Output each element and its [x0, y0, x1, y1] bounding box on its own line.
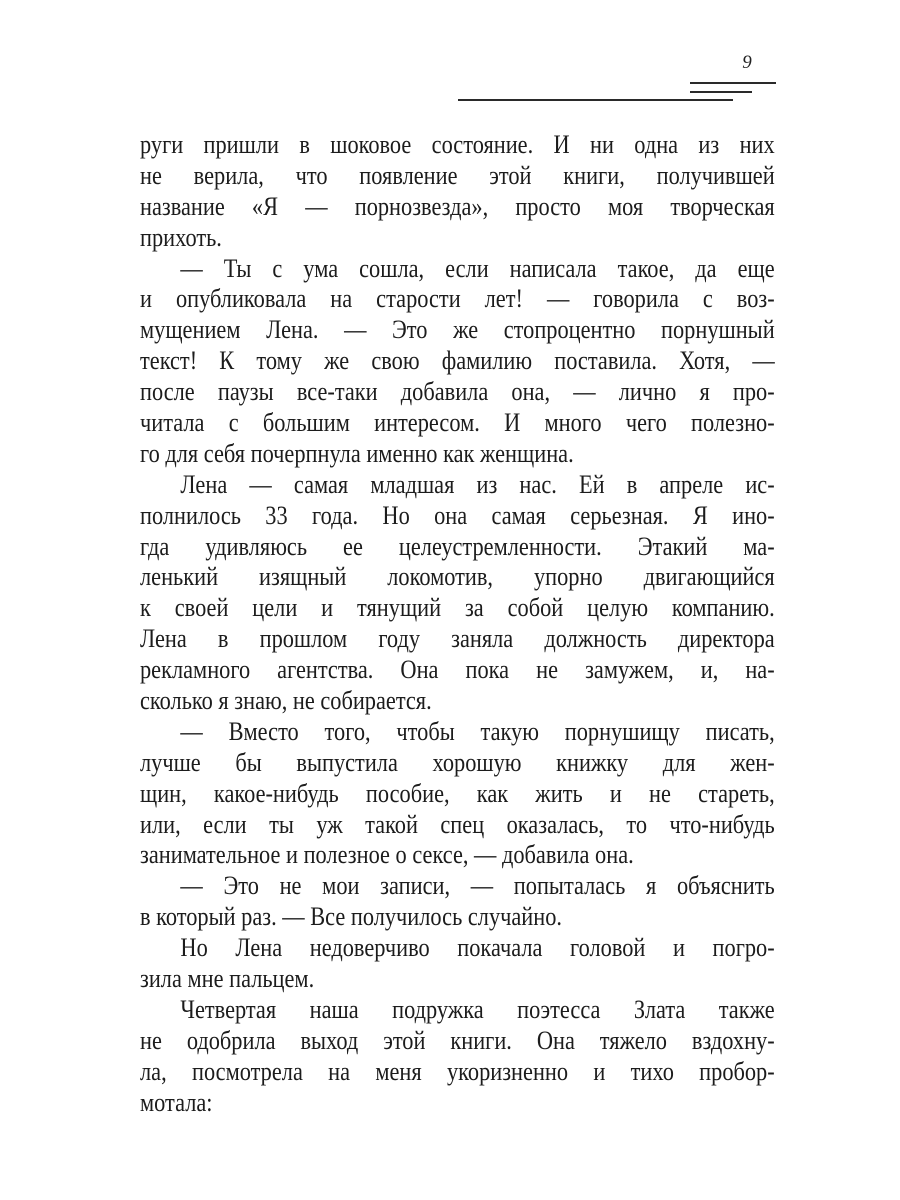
text-line	[140, 223, 775, 254]
text-line-content: занимательное и полезное о сексе, — добавила она.	[140, 840, 634, 870]
body-text	[140, 130, 775, 1119]
text-line-content: ленький изящный локомотив, упорно двигающийся	[140, 562, 775, 592]
text-line	[140, 624, 775, 655]
text-line-content: руги пришли в шоковое состояние. И ни одна из них	[140, 130, 775, 159]
text-line-content: — Вместо того, чтобы такую порнушищу писать,	[180, 716, 775, 746]
text-line-content: Четвертая наша подружка поэтесса Злата также	[180, 994, 775, 1024]
text-line	[140, 439, 775, 470]
page-number: 9	[742, 52, 752, 73]
text-line	[140, 377, 775, 408]
paragraph	[140, 995, 775, 1119]
text-line-content: — Это не мои записи, — попыталась я объяснить	[180, 871, 775, 901]
text-line-content: Но Лена недоверчиво покачала головой и погро-	[180, 933, 775, 963]
text-line-content: не одобрила выход этой книги. Она тяжело вздохну-	[140, 1025, 775, 1055]
text-line	[140, 532, 775, 563]
text-line-content: и опубликовала на старости лет! — говорила с воз-	[140, 284, 775, 314]
header-rule-long	[458, 99, 733, 101]
text-line	[140, 1057, 775, 1088]
text-line	[140, 192, 775, 223]
text-line	[140, 562, 775, 593]
text-line-content: не верила, что появление этой книги, получившей	[140, 160, 775, 190]
text-line	[140, 1026, 775, 1057]
text-line	[140, 284, 775, 315]
text-line	[140, 779, 775, 810]
text-line-content: сколько я знаю, не собирается.	[140, 686, 432, 716]
text-line	[140, 655, 775, 686]
text-line-content: полнилось 33 года. Но она самая серьезная. Я ино-	[140, 500, 775, 530]
text-line	[140, 593, 775, 624]
text-line-content: лучше бы выпустила хорошую книжку для жен-	[140, 747, 775, 777]
text-line	[140, 717, 775, 748]
text-line-content: мотала:	[140, 1087, 213, 1117]
paragraph	[140, 717, 775, 871]
text-line	[140, 254, 775, 285]
text-line-content: щин, какое-нибудь пособие, как жить и не стареть,	[140, 778, 775, 808]
text-line	[140, 130, 775, 161]
text-line-content: мущением Лена. — Это же стопроцентно порнушный	[140, 315, 775, 345]
text-line	[140, 871, 775, 902]
text-line	[140, 1088, 775, 1119]
text-line-content: текст! К тому же свою фамилию поставила. Хотя, —	[140, 346, 775, 376]
text-line-content: название «Я — порнозвезда», просто моя творческая	[140, 191, 775, 221]
text-line-content: зила мне пальцем.	[140, 964, 315, 994]
text-line	[140, 748, 775, 779]
text-line	[140, 840, 775, 871]
text-line	[140, 686, 775, 717]
text-line-content: рекламного агентства. Она пока не замужем, и, на-	[140, 655, 775, 685]
text-line	[140, 501, 775, 532]
text-line	[140, 470, 775, 501]
text-line	[140, 933, 775, 964]
header-rule-top	[690, 82, 776, 84]
text-line-content: Лена в прошлом году заняла должность директора	[140, 624, 775, 654]
text-line	[140, 995, 775, 1026]
text-line-content: Лена — самая младшая из нас. Ей в апреле ис-	[180, 469, 775, 499]
text-line-content: в который раз. — Все получилось случайно.	[140, 902, 563, 932]
header-rule-middle	[690, 91, 752, 93]
text-line-content: — Ты с ума сошла, если написала такое, да еще	[180, 253, 775, 283]
text-line-content: к своей цели и тянущий за собой целую компанию.	[140, 593, 775, 623]
text-line-content: гда удивляюсь ее целеустремленности. Этакий ма-	[140, 531, 775, 561]
text-line-content: читала с большим интересом. И много чего полезно-	[140, 408, 775, 438]
paragraph	[140, 933, 775, 995]
text-line-content: или, если ты уж такой спец оказалась, то что-нибудь	[140, 809, 775, 839]
text-line-content: го для себя почерпнула именно как женщина.	[140, 438, 574, 468]
text-line-content: после паузы все-таки добавила она, — лично я про-	[140, 377, 775, 407]
text-line	[140, 964, 775, 995]
text-line	[140, 161, 775, 192]
text-line-content: ла, посмотрела на меня укоризненно и тихо пробор-	[140, 1056, 775, 1086]
paragraph	[140, 130, 775, 254]
text-line	[140, 315, 775, 346]
text-line	[140, 810, 775, 841]
text-line	[140, 346, 775, 377]
text-line-content: прихоть.	[140, 222, 222, 252]
text-line	[140, 408, 775, 439]
paragraph	[140, 871, 775, 933]
paragraph	[140, 470, 775, 717]
text-line	[140, 902, 775, 933]
paragraph	[140, 254, 775, 470]
